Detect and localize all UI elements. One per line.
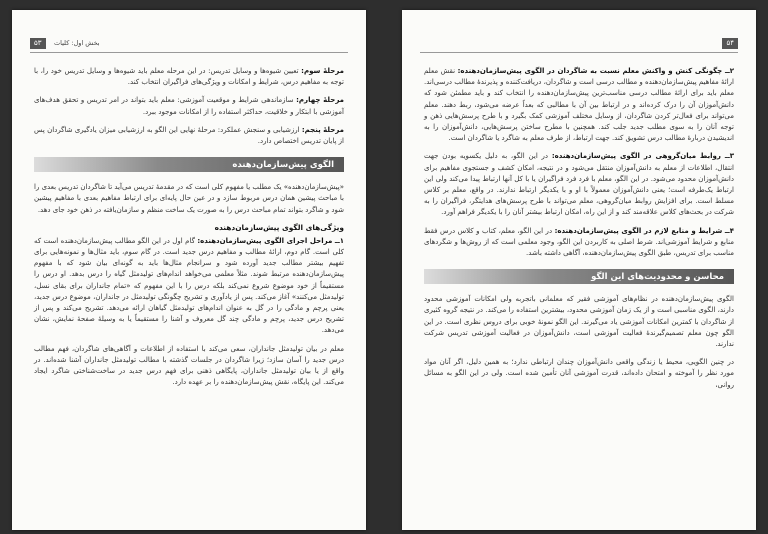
right-page	[402, 10, 756, 530]
page-number: ۵۴	[722, 38, 738, 49]
paragraph: ۴ــ شرایط و منابع لازم در الگوی پیش‌سازمان‌دهنده: در این الگو، معلم، کتاب و کلاس درس فقط منابع و شرایط آموزشی‌اند. شرط اصلی به کاربردن این الگو، وجود معلمی است که از روش‌ها و شگردهای مناسب برای تدریس، طبق الگوی پیش‌سازمان‌دهنده، آگاهی داشته باشد.	[424, 226, 734, 258]
page-content	[424, 66, 734, 522]
section-title: محاسن و محدودیت‌های این الگو	[591, 271, 724, 282]
paragraph: الگوی پیش‌سازمان‌دهنده در نظام‌های آموزشی فقیر که معلمانی باتجربه ولی امکانات آموزشی محدود دارند، الگوی مناسبی است و از یک زمان آموزشی محدود، بیشترین استفاده را می‌کند. در نتیجه گروه کثیری از شاگردان با کمترین امکانات آموزشی یاد می‌گیرند. این الگو نمونهٔ خوبی برای دروس نظری است. در این الگو چون معلم تصمیم‌گیرندهٔ فعالیت آموزشی است، دانش‌آموزان در فعالیت آموزشی تدریس شرکت ندارند.	[424, 295, 734, 349]
paragraph: «پیش‌سازمان‌دهنده» یک مطلب یا مفهوم کلی است که در مقدمهٔ تدریس می‌آید تا شاگردان تدریس بعدی را با مباحث پیشین همان درس مربوط سازد و در عین حال پایه‌ای برای ارتباط مفاهیم بعدی با مفاهیم پیشین شود و شاگرد بتواند تمام مباحث درس را به صورت یک ساخت منظم و سازمان‌یافته در ذهن خود جای دهد.	[34, 183, 344, 214]
section-title: الگوی پیش‌سازمان‌دهنده	[232, 159, 334, 170]
paragraph: معلم در بیان تولیدمثل جانداران، سعی می‌کند با استفاده از اطلاعات و آگاهی‌های شاگردان، فهم مطالب درس جدید را آسان سازد؛ زیرا شاگردان در جلسات گذشته با مطالب تولیدمثل جانداران آشنا شده‌اند. در واقع از یا بیان تولیدمثل جانداران، پایگاهی ذهنی برای فهم درس جدید در ساخت‌شناختی شاگرد ایجاد می‌کند. این پایگاه، نقش پیش‌سازمان‌دهنده را بر عهده دارد.	[34, 344, 344, 387]
left-page	[12, 10, 366, 530]
page-header	[420, 38, 738, 53]
paragraph: ۲ــ چگونگی کنش و واکنش معلم نسبت به شاگردان در الگوی پیش‌سازمان‌دهنده: نقش معلم ارائهٔ مفاهیم پیش‌سازمان‌دهنده و مطالب درسی است و شاگردان، دریافت‌کننده و پذیرندهٔ مطالب درسی‌اند. معلم باید برای ارائهٔ مطالب درسی مناسب‌ترین پیش‌سازمان‌دهنده را انتخاب کند و باید مطمئن شود که دانش‌آموزان آن را درک کرده‌اند و در ارتباط بین آن با مطالبی که بعداً عرضه می‌شود، ربط دهند. معلم می‌تواند برای فعال‌تر کردن شاگردان، از وسایل مختلف آموزشی کمک بگیرد و با طرح پرسش‌هایی ذهن و توجه آنان را به سوی مطلب جدید جلب کند. همچنین با مطرح ساختن پرسش‌هایی، دانش‌آموزان را به اندیشیدن دربارهٔ مطالب درس تشویق کند. جهت ارتباط، از طرف معلم به شاگرد یا شاگردان است.	[424, 67, 735, 143]
running-title: بخش اول: کلیات	[54, 39, 100, 47]
paragraph: مرحلهٔ سوم: تعیین شیوه‌ها و وسایل تدریس: در این مرحله معلم باید شیوه‌ها و وسایل تدریس خود را، با توجه به مفاهیم درس، شرایط و امکانات و ویژگی‌های فراگیران انتخاب کند.	[34, 67, 344, 87]
paragraph: مرحلهٔ چهارم: سازماندهی شرایط و موقعیت آموزشی: معلم باید بتواند در امر تدریس و تحقق هدف‌های آموزشی با ابتکار و خلاقیت، حداکثر استفاده را از امکانات موجود ببرد.	[34, 96, 345, 116]
page-content	[34, 66, 344, 522]
page-header	[30, 38, 348, 53]
page-number: ۵۳	[30, 38, 46, 49]
section-heading-banner	[424, 269, 734, 284]
paragraph: مرحلهٔ پنجم: ارزشیابی و سنجش عملکرد: مرحلهٔ نهایی این الگو به ارزشیابی میزان یادگیری شاگردان پس از پایان تدریس اختصاص دارد.	[34, 125, 344, 146]
section-heading-banner	[34, 157, 344, 172]
paragraph: در چنین الگویی، محیط یا زندگی واقعی دانش‌آموزان چندان ارتباطی ندارد؛ به همین دلیل، اگر آنان مواد مورد نظر را آموخته و امتحان داده‌اند، قدرت آموزشی آنان تأمین شده است. ولی در این الگو به مسائل روانی،	[424, 358, 734, 389]
paragraph: ۳ــ روابط میان‌گروهی در الگوی پیش‌سازمان‌دهنده: در این الگو، به دلیل یکسویه بودن جهت انتقال، اطلاعات از معلم به دانش‌آموزان منتقل می‌شود و در نتیجه، امکان کشف و جستجوی مفاهیم برای دانش‌آموزان محدود می‌شود. در این الگو، معلم با فرد فرد فراگیران یا با کل آنها ارتباط پیدا می‌کند ولی این ارتباط یک‌طرفه است؛ یعنی دانش‌آموزان معمولاً با او و با یکدیگر ارتباط ندارند. در واقع، معلم بر کلاس مسلط است. برای افزایش روابط میان‌گروهی، معلم می‌تواند با طرح پرسش‌های هدایتگر، فراگیران را به شرکت در بحث‌های کلاس علاقه‌مند کند و از این راه، امکان ارتباط بیشتر آنان را با یکدیگر فراهم آورد.	[424, 152, 735, 217]
subsection-title: ویژگی‌های الگوی پیش‌سازمان‌دهنده	[214, 222, 344, 232]
paragraph: ۱ــ مراحل اجرای الگوی پیش‌سازمان‌دهنده: گام اول در این الگو مطالب پیش‌سازمان‌دهنده است که کلی است. گام دوم، ارائهٔ مطالب و مفاهیم درس جدید است. در گام سوم، باید مثال‌ها و نمونه‌هایی برای تفهیم بیشتر مطالب جدید آورده شود و سرانجام مثال‌ها باید به گونه‌ای بیان شود که با مفهوم پیش‌سازمان‌دهنده مرتبط شوند. مثلاً معلمی می‌خواهد اندام‌های تولیدمثل گیاه را درس بدهد. او درس را مستقیماً از خود موضوع شروع نمی‌کند بلکه درس را با این مفهوم که «تمام جانداران برای بقای نسل، تولیدمثل می‌کنند» آغاز می‌کند. پس از یادآوری و تشریح چگونگی تولیدمثل در جانداران، موضوع درس جدید، یعنی پرچم و مادگی را در گل به عنوان اندام‌های تولیدمثل گیاهان ارائه می‌دهد. تشریح می‌کند و پس از تشریح درس جدید، پرچم و مادگی چند گل معروف و آشنا را مستقیماً یا به وسیلهٔ صفحهٔ نمایش، نشان می‌دهد.	[34, 236, 344, 335]
